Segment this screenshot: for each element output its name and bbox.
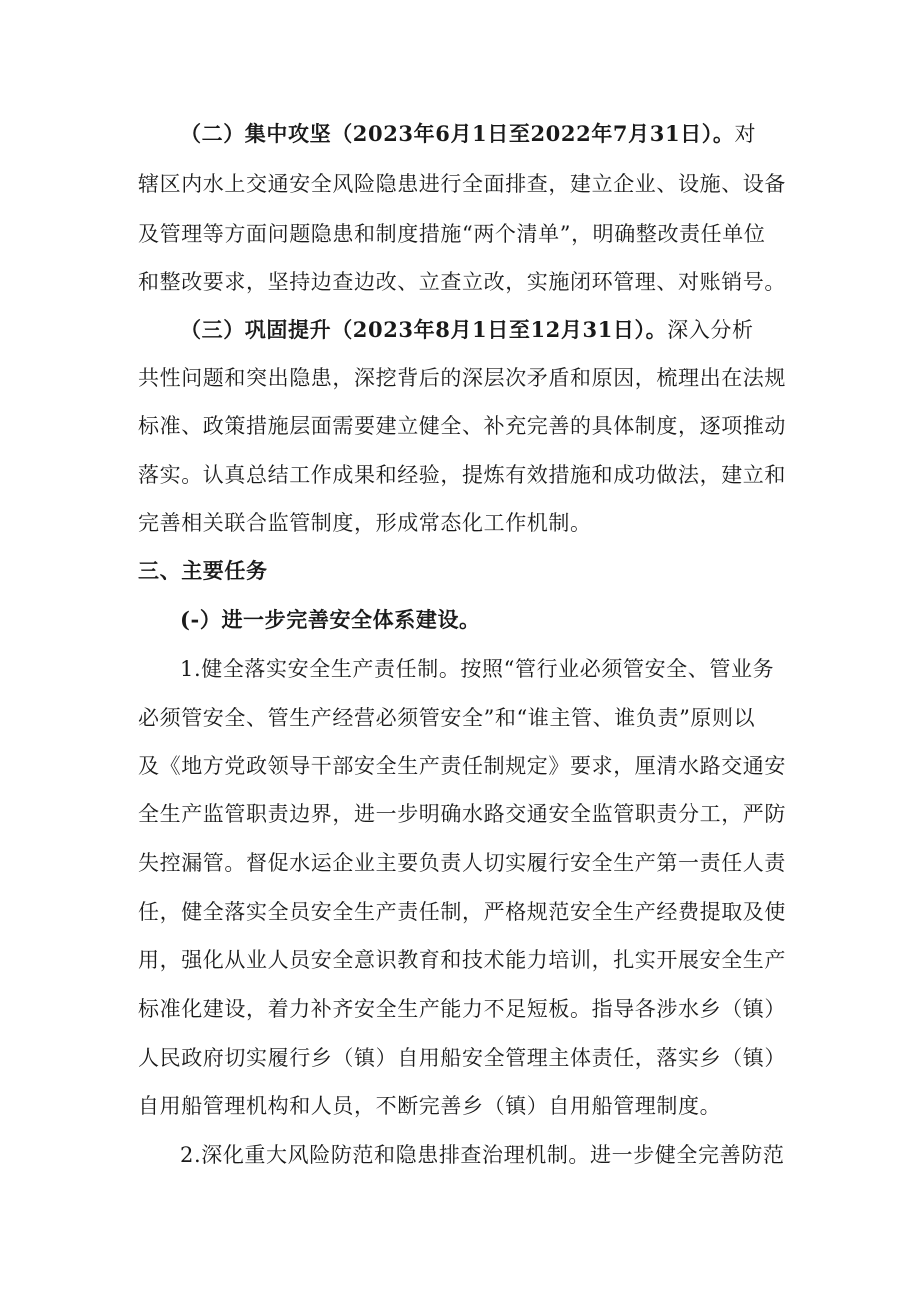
heading-phase-3: （三）巩固提升（2023年8月1日至12月31日）。 xyxy=(180,317,668,342)
paragraph-line xyxy=(138,1090,721,1120)
paragraph-line xyxy=(138,507,592,537)
paragraph-line xyxy=(138,410,786,440)
paragraph-line xyxy=(180,314,754,344)
line-text: 全生产监管职责边界，进一步明确水路交通安全监管职责分工，严防 xyxy=(138,802,786,826)
paragraph-line xyxy=(138,218,765,248)
line-text: 深入分析 xyxy=(667,318,754,342)
section-heading xyxy=(138,555,268,585)
paragraph-line xyxy=(138,168,786,198)
line-text: 自用船管理机构和人员，不断完善乡（镇）自用船管理制度。 xyxy=(138,1094,722,1118)
paragraph-line xyxy=(138,944,786,974)
section-title: 三、主要任务 xyxy=(138,558,268,583)
line-text: 共性问题和突出隐患，深挖背后的深层次矛盾和原因，梳理出在法规 xyxy=(138,366,786,390)
line-text: 用，强化从业人员安全意识教育和技术能力培训，扎实开展安全生产 xyxy=(138,948,786,972)
subsection-title: (-）进一步完善安全体系建设。 xyxy=(180,607,481,632)
line-text: 任，健全落实全员安全生产责任制，严格规范安全生产经费提取及使 xyxy=(138,900,786,924)
line-text: 及管理等方面问题隐患和制度措施“两个清单”，明确整改责任单位 xyxy=(138,222,766,246)
paragraph-line xyxy=(138,459,786,489)
line-text: 2.深化重大风险防范和隐患排查治理机制。进一步健全完善防范 xyxy=(180,1143,785,1167)
paragraph-line xyxy=(138,993,786,1023)
paragraph-line xyxy=(180,653,774,683)
paragraph-line xyxy=(180,118,756,148)
paragraph-line xyxy=(138,750,786,780)
line-text: 必须管安全、管生产经营必须管安全”和“谁主管、谁负责”原则以 xyxy=(138,706,756,730)
line-text: 和整改要求，坚持边查边改、立查立改，实施闭环管理、对账销号。 xyxy=(138,270,786,294)
line-text: 1.健全落实安全生产责任制。按照“管行业必须管安全、管业务 xyxy=(180,657,775,681)
line-text: 完善相关联合监管制度，形成常态化工作机制。 xyxy=(138,511,592,535)
paragraph-line xyxy=(138,1042,786,1072)
paragraph-line xyxy=(138,798,786,828)
line-text: 对 xyxy=(734,122,757,146)
paragraph-line xyxy=(138,266,786,296)
paragraph-line xyxy=(138,362,786,392)
line-text: 落实。认真总结工作成果和经验，提炼有效措施和成功做法，建立和 xyxy=(138,463,786,487)
line-text: 及《地方党政领导干部安全生产责任制规定》要求，厘清水路交通安 xyxy=(138,754,786,778)
subsection-heading xyxy=(180,604,481,634)
line-text: 标准化建设，着力补齐安全生产能力不足短板。指导各涉水乡（镇） xyxy=(138,997,786,1021)
paragraph-line xyxy=(138,847,786,877)
line-text: 标准、政策措施层面需要建立健全、补充完善的具体制度，逐项推动 xyxy=(138,414,786,438)
paragraph-line xyxy=(138,702,755,732)
line-text: 人民政府切实履行乡（镇）自用船安全管理主体责任，落实乡（镇） xyxy=(138,1046,786,1070)
line-text: 辖区内水上交通安全风险隐患进行全面排查，建立企业、设施、设备 xyxy=(138,172,786,196)
paragraph-line xyxy=(180,1139,784,1169)
paragraph-line xyxy=(138,896,786,926)
line-text: 失控漏管。督促水运企业主要负责人切实履行安全生产第一责任人责 xyxy=(138,851,786,875)
heading-phase-2: （二）集中攻坚（2023年6月1日至2022年7月31日）。 xyxy=(180,121,735,146)
